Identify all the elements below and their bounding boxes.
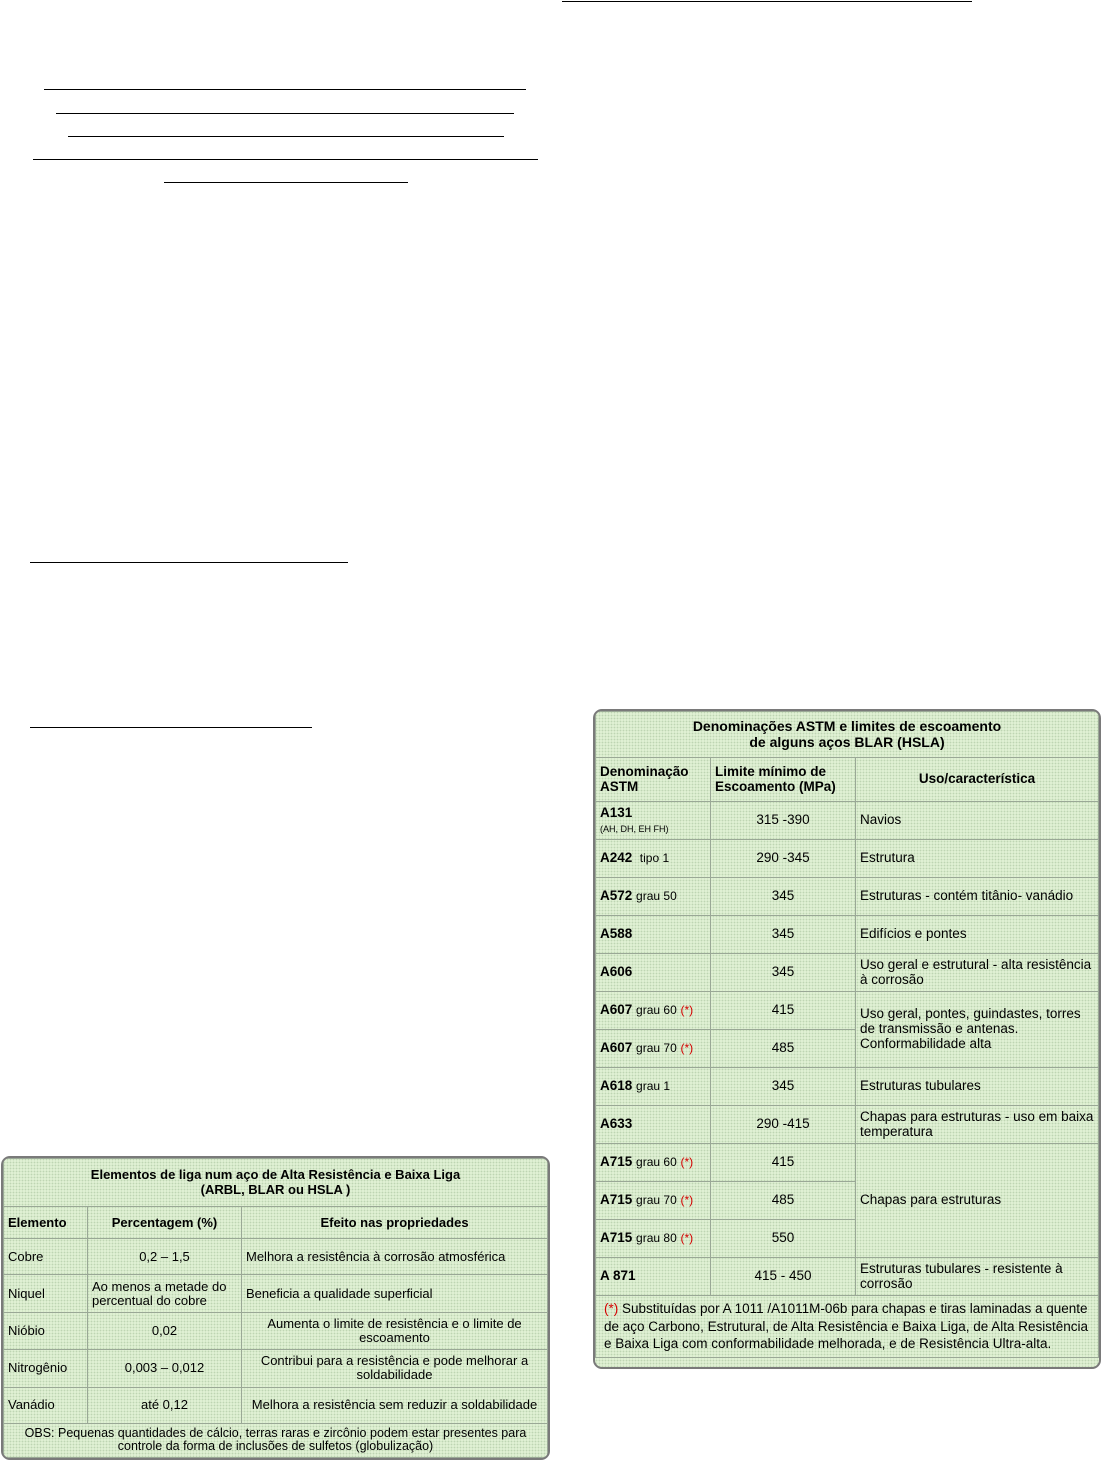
grade-label: grau 70	[636, 1193, 677, 1208]
table-row	[596, 802, 1099, 840]
mpa-cell: 415	[711, 1144, 856, 1182]
table-row	[596, 992, 1099, 1030]
code-label: A242	[600, 850, 633, 866]
table2-footnote	[596, 1296, 1099, 1358]
grade-label: tipo 1	[639, 851, 670, 866]
mpa-cell: 290 -345	[711, 840, 856, 878]
table-row	[596, 1144, 1099, 1182]
code-label: A606	[600, 964, 633, 980]
text-rule	[56, 113, 514, 114]
table2-caption	[596, 712, 1099, 758]
table2-caption-line1: Denominações ASTM e limites de escoamento	[692, 718, 1002, 735]
table1-caption-line2: (ARBL, BLAR ou HSLA )	[200, 1181, 351, 1197]
footnote-marker: (*)	[680, 1231, 694, 1246]
text-rule	[164, 182, 408, 183]
code-label: A633	[600, 1116, 633, 1132]
code-cell	[596, 878, 711, 916]
astm-denominations-table	[593, 709, 1101, 1369]
mpa-cell: 290 -415	[711, 1106, 856, 1144]
use-cell: Estruturas tubulares	[856, 1068, 1099, 1106]
table1-obs: OBS: Pequenas quantidades de cálcio, terras raras e zircônio podem estar presentes para controle da forma de inclusões de sulfetos (globulização)	[4, 1423, 548, 1457]
code-cell	[596, 1182, 711, 1220]
mpa-cell: 315 -390	[711, 802, 856, 840]
grade-label: grau 80	[636, 1231, 677, 1246]
code-label: A131	[600, 804, 633, 820]
percent-cell: 0,2 – 1,5	[88, 1239, 242, 1275]
text-rule	[33, 159, 538, 160]
text-rule	[562, 1, 972, 2]
table-row	[596, 916, 1099, 954]
footnote-marker: (*)	[680, 1041, 694, 1056]
use-cell: Chapas para estruturas - uso em baixa temperatura	[856, 1106, 1099, 1144]
mpa-cell: 345	[711, 1068, 856, 1106]
footnote-marker: (*)	[604, 1301, 619, 1316]
element-cell: Nitrogênio	[4, 1349, 88, 1387]
alloy-elements-table	[1, 1156, 550, 1460]
percent-cell: 0,02	[88, 1313, 242, 1349]
use-cell: Chapas para estruturas	[856, 1144, 1099, 1258]
use-cell: Uso geral, pontes, guindastes, torres de transmissão e antenas. Conformabilidade alta	[856, 992, 1099, 1068]
code-cell	[596, 1068, 711, 1106]
mpa-cell: 550	[711, 1220, 856, 1258]
code-label: A 871	[600, 1268, 636, 1284]
table2-header-use: Uso/característica	[856, 758, 1099, 802]
use-cell: Estruturas - contém titânio- vanádio	[856, 878, 1099, 916]
code-cell	[596, 1106, 711, 1144]
element-cell: Nióbio	[4, 1313, 88, 1349]
footnote-text: Substituídas por A 1011 /A1011M-06b para chapas e tiras laminadas a quente de aço Carbono, Estrutural, de Alta Resistência e Baixa Liga, de Alta Resistência e Baixa Liga com conformabilidade melhorada, e de Resistência Ultra-alta.	[604, 1301, 1089, 1352]
code-cell	[596, 992, 711, 1030]
use-cell: Estruturas tubulares - resistente à corrosão	[856, 1258, 1099, 1296]
table-row	[4, 1349, 548, 1387]
mpa-cell: 485	[711, 1030, 856, 1068]
percent-cell: 0,003 – 0,012	[88, 1349, 242, 1387]
code-cell	[596, 916, 711, 954]
use-cell: Navios	[856, 802, 1099, 840]
table1-caption	[4, 1159, 548, 1207]
code-cell	[596, 840, 711, 878]
table-row	[596, 840, 1099, 878]
footnote-marker: (*)	[680, 1193, 694, 1208]
mpa-cell: 345	[711, 916, 856, 954]
table2-caption-line2: de alguns aços BLAR (HSLA)	[749, 733, 945, 750]
code-label: A715	[600, 1230, 633, 1246]
footnote-marker: (*)	[680, 1003, 694, 1018]
grade-label: grau 60	[636, 1003, 677, 1018]
table-row	[4, 1313, 548, 1349]
table-row	[4, 1275, 548, 1313]
use-cell: Edifícios e pontes	[856, 916, 1099, 954]
mpa-cell: 345	[711, 954, 856, 992]
table2-header-denomination: Denominação ASTM	[596, 758, 711, 802]
table1-header-percent: Percentagem (%)	[88, 1207, 242, 1239]
table-row	[596, 1258, 1099, 1296]
code-label: A715	[600, 1154, 633, 1170]
code-label: A607	[600, 1040, 633, 1056]
table-row	[596, 954, 1099, 992]
text-rule	[30, 727, 312, 728]
grade-label: grau 70	[636, 1041, 677, 1056]
percent-cell: até 0,12	[88, 1387, 242, 1423]
code-label: A607	[600, 1002, 633, 1018]
code-label: A618	[600, 1078, 633, 1094]
code-cell	[596, 1258, 711, 1296]
code-cell	[596, 802, 711, 840]
table-row	[596, 1068, 1099, 1106]
grade-label: grau 50	[636, 889, 677, 904]
table-row	[4, 1387, 548, 1423]
code-label: A572	[600, 888, 633, 904]
code-cell	[596, 1144, 711, 1182]
text-rule	[30, 562, 348, 563]
code-cell	[596, 1220, 711, 1258]
code-label: A715	[600, 1192, 633, 1208]
grade-label: grau 1	[636, 1079, 671, 1094]
effect-cell: Melhora a resistência à corrosão atmosférica	[242, 1239, 548, 1275]
use-cell: Estrutura	[856, 840, 1099, 878]
table1-header-effect: Efeito nas propriedades	[242, 1207, 548, 1239]
effect-cell: Aumenta o limite de resistência e o limite de escoamento	[242, 1313, 548, 1349]
table-row	[596, 1106, 1099, 1144]
text-rule	[68, 136, 504, 137]
mpa-cell: 415	[711, 992, 856, 1030]
use-cell: Uso geral e estrutural - alta resistência à corrosão	[856, 954, 1099, 992]
code-label: A588	[600, 926, 633, 942]
table1-header-element: Elemento	[4, 1207, 88, 1239]
code-sub: (AH, DH, EH FH)	[600, 823, 669, 834]
grade-label: grau 60	[636, 1155, 677, 1170]
code-cell	[596, 1030, 711, 1068]
table-row	[596, 878, 1099, 916]
table2-header-limit: Limite mínimo de Escoamento (MPa)	[711, 758, 856, 802]
mpa-cell: 485	[711, 1182, 856, 1220]
code-cell	[596, 954, 711, 992]
mpa-cell: 415 - 450	[711, 1258, 856, 1296]
table-row	[4, 1239, 548, 1275]
percent-cell: Ao menos a metade do percentual do cobre	[88, 1275, 242, 1313]
effect-cell: Contribui para a resistência e pode melhorar a soldabilidade	[242, 1349, 548, 1387]
element-cell: Vanádio	[4, 1387, 88, 1423]
effect-cell: Beneficia a qualidade superficial	[242, 1275, 548, 1313]
footnote-marker: (*)	[680, 1155, 694, 1170]
element-cell: Niquel	[4, 1275, 88, 1313]
element-cell: Cobre	[4, 1239, 88, 1275]
text-rule	[44, 89, 526, 90]
effect-cell: Melhora a resistência sem reduzir a soldabilidade	[242, 1387, 548, 1423]
table1-caption-line1: Elementos de liga num aço de Alta Resistência e Baixa Liga	[90, 1167, 461, 1183]
mpa-cell: 345	[711, 878, 856, 916]
